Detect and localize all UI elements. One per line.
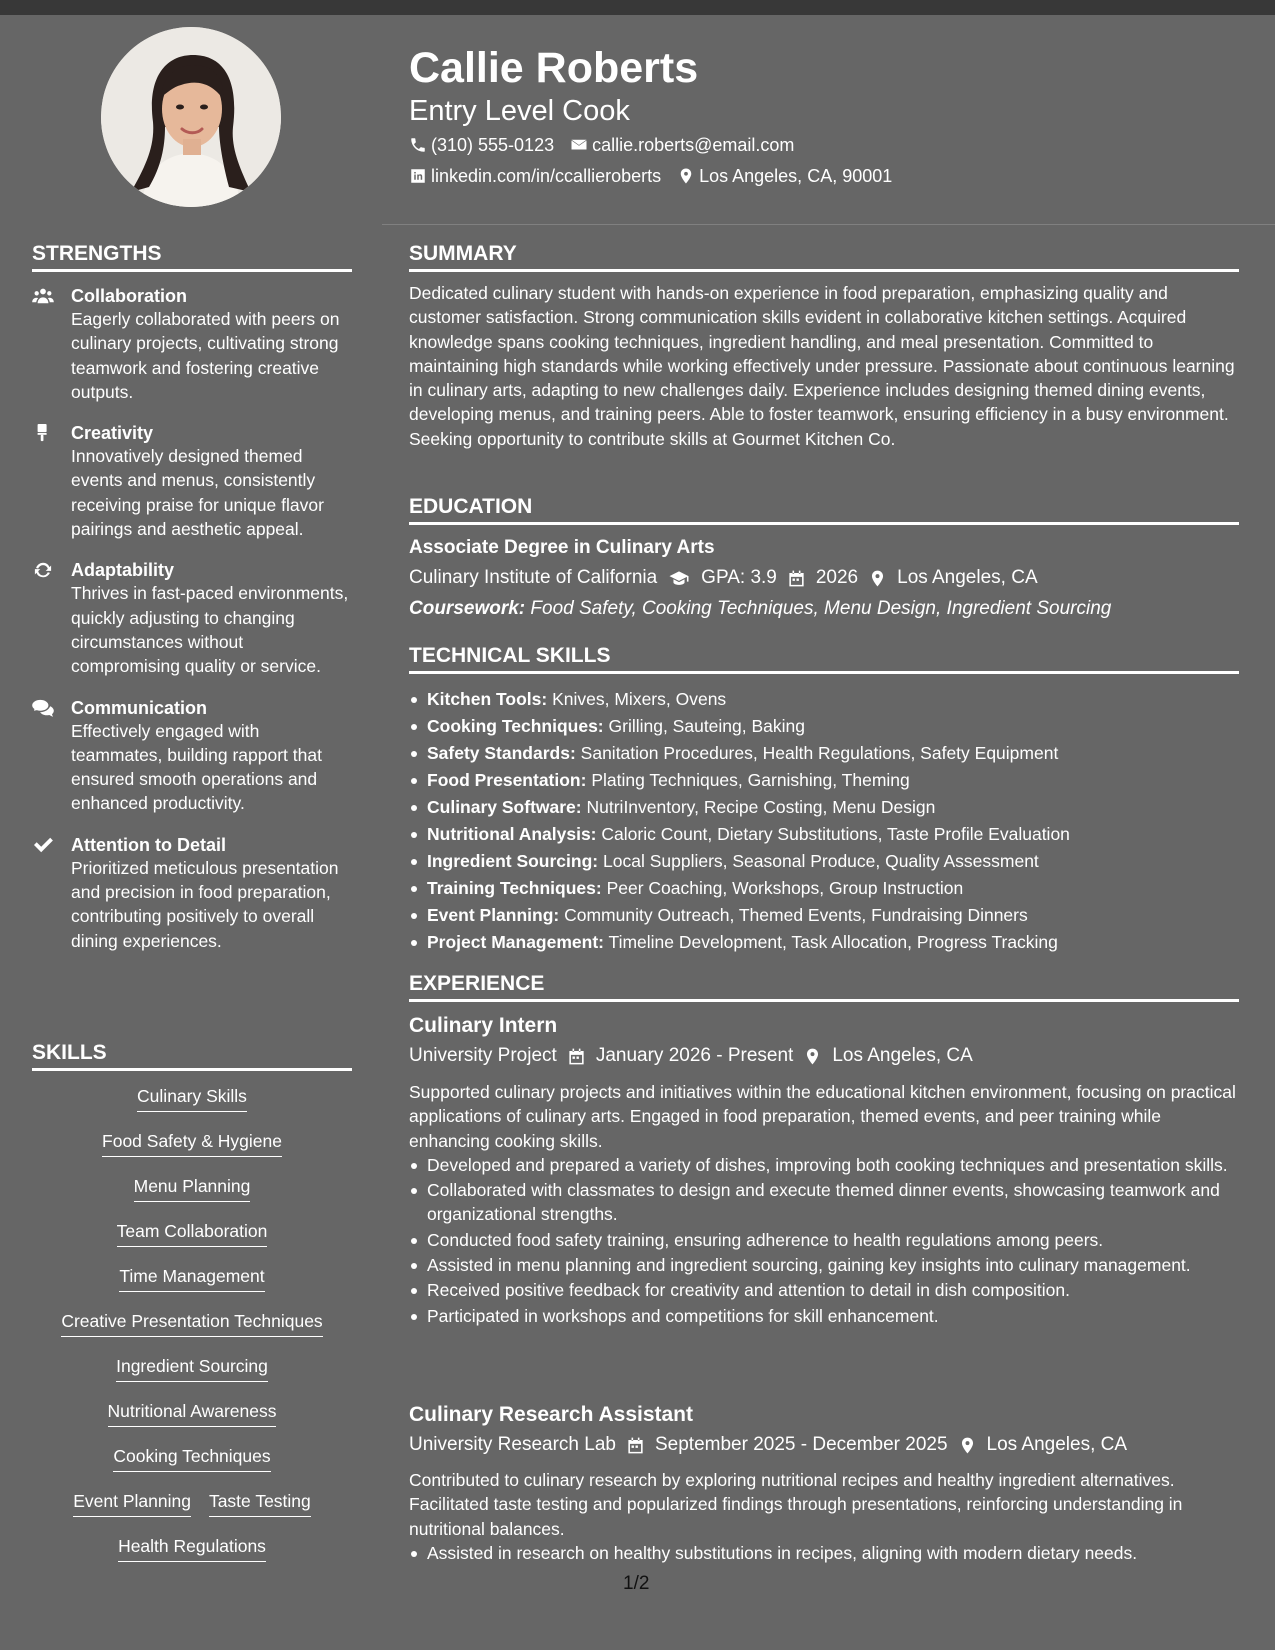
technical-skill-label: Kitchen Tools: — [427, 689, 548, 709]
users-icon — [32, 287, 56, 307]
map-marker-icon — [868, 569, 887, 588]
header-divider — [382, 224, 1275, 225]
phone-contact[interactable] — [409, 134, 554, 156]
skill-row — [32, 1175, 352, 1220]
linkedin-text: linkedin.com/in/ccallieroberts — [431, 166, 662, 186]
location-text: Los Angeles, CA, 90001 — [699, 166, 893, 186]
skill-row — [32, 1490, 352, 1535]
coursework-label: Coursework: — [409, 598, 526, 619]
technical-skill-value: NutriInventory, Recipe Costing, Menu Design — [586, 797, 936, 817]
refresh-icon — [32, 561, 56, 581]
skill-tag: Nutritional Awareness — [108, 1400, 277, 1427]
skill-tag: Event Planning — [73, 1490, 191, 1517]
skill-row — [32, 1355, 352, 1400]
gpa-text: GPA: 3.9 — [701, 567, 777, 588]
strengths-list — [32, 285, 352, 971]
job-bullet: Conducted food safety training, ensuring adherence to health regulations among peers. — [409, 1228, 1239, 1252]
candidate-role: Entry Level Cook — [409, 95, 630, 127]
technical-skill-value: Plating Techniques, Garnishing, Theming — [591, 770, 910, 790]
location-contact — [677, 165, 892, 187]
linkedin-icon — [409, 167, 427, 185]
degree-title: Associate Degree in Culinary Arts — [409, 537, 715, 558]
chat-bubbles-icon — [32, 699, 56, 719]
job-organization: University Project — [409, 1045, 557, 1066]
technical-skill-item — [409, 821, 1239, 848]
technical-skill-item — [409, 902, 1239, 929]
email-contact[interactable] — [570, 134, 794, 156]
strength-title: Collaboration — [71, 286, 187, 306]
paint-brush-icon — [32, 424, 56, 444]
technical-skill-item — [409, 794, 1239, 821]
technical-skills-list — [409, 686, 1239, 956]
skill-row — [32, 1130, 352, 1175]
linkedin-contact[interactable] — [409, 165, 661, 187]
strength-description: Eagerly collaborated with peers on culinary projects, cultivating strong teamwork and fostering creative outputs. — [71, 309, 340, 402]
calendar-icon — [567, 1047, 586, 1066]
job-bullet: Assisted in research on healthy substitutions in recipes, aligning with modern dietary needs. — [409, 1541, 1239, 1565]
strength-title: Communication — [71, 697, 208, 718]
top-bar — [0, 0, 1275, 15]
skills-heading: SKILLS — [32, 1040, 352, 1071]
job-bullet: Received positive feedback for creativity and attention to detail in dish composition. — [409, 1278, 1239, 1302]
skill-row — [32, 1310, 352, 1355]
technical-skill-item — [409, 929, 1239, 956]
job-dates: September 2025 - December 2025 — [654, 1434, 948, 1455]
strength-item — [32, 834, 352, 953]
technical-skill-value: Sanitation Procedures, Health Regulations, Safety Equipment — [580, 743, 1059, 763]
calendar-icon — [787, 569, 806, 588]
job-bullet: Assisted in menu planning and ingredient sourcing, gaining key insights into culinary management. — [409, 1253, 1239, 1277]
experience-heading: EXPERIENCE — [409, 971, 1239, 1002]
skills-list — [32, 1085, 352, 1580]
email-text: callie.roberts@email.com — [592, 135, 795, 155]
map-marker-icon — [677, 167, 695, 185]
job-location: Los Angeles, CA — [832, 1045, 973, 1066]
skill-tag: Cooking Techniques — [113, 1445, 270, 1472]
technical-skill-label: Event Planning: — [427, 905, 560, 925]
job-description-block — [409, 1080, 1239, 1329]
skill-tag: Culinary Skills — [137, 1085, 247, 1112]
technical-skill-item — [409, 713, 1239, 740]
summary-heading: SUMMARY — [409, 241, 1239, 272]
page-indicator: 1/2 — [623, 1573, 650, 1594]
job-bullet: Collaborated with classmates to design and execute themed dinner events, showcasing teamwork and organizational strengths. — [409, 1178, 1239, 1227]
education-location: Los Angeles, CA — [897, 567, 1038, 588]
strength-item — [32, 559, 352, 678]
job-bullet: Participated in workshops and competitions for skill enhancement. — [409, 1304, 1239, 1328]
strength-description: Thrives in fast-paced environments, quickly adjusting to changing circumstances without compromising quality or service. — [71, 583, 349, 677]
strength-description: Effectively engaged with teammates, building rapport that ensured smooth operations and enhanced productivity. — [71, 720, 322, 814]
phone-text: (310) 555-0123 — [431, 135, 555, 155]
job-bullet: Developed and prepared a variety of dishes, improving both cooking techniques and presentation skills. — [409, 1153, 1239, 1177]
skill-tag: Menu Planning — [134, 1175, 251, 1202]
skill-tag: Taste Testing — [209, 1490, 311, 1517]
strengths-heading: STRENGTHS — [32, 241, 352, 272]
skill-row — [32, 1220, 352, 1265]
skill-row — [32, 1265, 352, 1310]
person-avatar-icon — [101, 27, 281, 207]
technical-skill-item — [409, 848, 1239, 875]
technical-skill-label: Safety Standards: — [427, 743, 576, 763]
job-bullets — [409, 1541, 1239, 1565]
job-description: Contributed to culinary research by exploring nutritional recipes and healthy ingredient alternatives. Facilitated taste testing and popularized findings through presentations, reinforcing understanding in nutritional balances. — [409, 1470, 1183, 1539]
technical-skill-label: Nutritional Analysis: — [427, 824, 597, 844]
graduation-year: 2026 — [815, 567, 859, 588]
contact-row-2 — [409, 165, 892, 187]
technical-skills-heading: TECHNICAL SKILLS — [409, 643, 1239, 674]
job-bullets — [409, 1153, 1239, 1328]
strength-description: Innovatively designed themed events and menus, consistently receiving praise for unique flavor pairings and aesthetic appeal. — [71, 446, 324, 540]
coursework — [409, 597, 1111, 621]
skill-row — [32, 1085, 352, 1130]
technical-skill-item — [409, 686, 1239, 713]
technical-skill-label: Food Presentation: — [427, 770, 587, 790]
calendar-icon — [626, 1436, 645, 1455]
technical-skill-item — [409, 740, 1239, 767]
envelope-icon — [570, 136, 588, 154]
phone-icon — [409, 136, 427, 154]
map-marker-icon — [958, 1436, 977, 1455]
technical-skill-value: Knives, Mixers, Ovens — [552, 689, 727, 709]
technical-skill-item — [409, 875, 1239, 902]
technical-skill-value: Local Suppliers, Seasonal Produce, Quality Assessment — [603, 851, 1039, 871]
skill-tag: Team Collaboration — [117, 1220, 268, 1247]
job-description: Supported culinary projects and initiatives within the educational kitchen environment, focusing on practical applications of culinary arts. Engaged in food preparation, themed events, and peer training while enhancing cooking skills. — [409, 1082, 1236, 1151]
skill-tag: Health Regulations — [118, 1535, 266, 1562]
check-icon — [32, 836, 56, 856]
skill-tag: Time Management — [119, 1265, 264, 1292]
skill-row — [32, 1445, 352, 1490]
skill-tag: Creative Presentation Techniques — [61, 1310, 322, 1337]
profile-photo — [101, 27, 281, 207]
strength-item — [32, 422, 352, 541]
technical-skill-value: Timeline Development, Task Allocation, Progress Tracking — [608, 932, 1058, 952]
technical-skill-label: Culinary Software: — [427, 797, 582, 817]
education-details — [409, 566, 1038, 590]
skill-tag: Ingredient Sourcing — [116, 1355, 268, 1382]
job-description-block — [409, 1468, 1239, 1566]
technical-skill-label: Cooking Techniques: — [427, 716, 604, 736]
technical-skill-value: Community Outreach, Themed Events, Fundraising Dinners — [564, 905, 1028, 925]
education-heading: EDUCATION — [409, 494, 1239, 525]
technical-skill-label: Training Techniques: — [427, 878, 602, 898]
job-dates: January 2026 - Present — [595, 1045, 794, 1066]
coursework-list: Food Safety, Cooking Techniques, Menu Design, Ingredient Sourcing — [530, 598, 1112, 619]
candidate-name: Callie Roberts — [409, 44, 699, 92]
strength-title: Adaptability — [71, 560, 175, 581]
technical-skill-label: Ingredient Sourcing: — [427, 851, 599, 871]
job-meta — [409, 1044, 973, 1068]
skill-tag: Food Safety & Hygiene — [102, 1130, 282, 1157]
job-organization: University Research Lab — [409, 1434, 616, 1455]
technical-skill-label: Project Management: — [427, 932, 604, 952]
technical-skill-value: Caloric Count, Dietary Substitutions, Taste Profile Evaluation — [601, 824, 1070, 844]
summary-text: Dedicated culinary student with hands-on experience in food preparation, emphasizing quality and customer satisfaction. Strong communication skills evident in collaborative kitchen settings. Acquired knowledge spans cooking techniques, ingredient handling, and meal presentation. Committed to maintaining high standards while working effectively under pressure. Passionate about continuous learning in culinary arts, adapting to new challenges daily. Experience includes designing themed dining events, developing menus, and training peers. Able to foster teamwork, ensuring efficiency in a busy environment. Seeking opportunity to contribute skills at Gourmet Kitchen Co. — [409, 283, 1235, 449]
strength-description: Prioritized meticulous presentation and precision in food preparation, contributing positively to overall dining experiences. — [71, 857, 339, 951]
technical-skill-value: Peer Coaching, Workshops, Group Instruction — [606, 878, 964, 898]
job-title: Culinary Intern — [409, 1014, 558, 1037]
job-meta — [409, 1433, 1127, 1457]
job-location: Los Angeles, CA — [986, 1434, 1128, 1455]
job-title: Culinary Research Assistant — [409, 1403, 694, 1426]
strength-title: Creativity — [71, 423, 154, 444]
technical-skill-value: Grilling, Sauteing, Baking — [608, 716, 805, 736]
contact-row-1 — [409, 134, 794, 156]
technical-skill-item — [409, 767, 1239, 794]
strength-title: Attention to Detail — [71, 834, 226, 855]
skill-row — [32, 1400, 352, 1445]
strength-item — [32, 285, 352, 404]
strength-item — [32, 697, 352, 816]
skill-row — [32, 1535, 352, 1580]
map-marker-icon — [803, 1047, 822, 1066]
school-name: Culinary Institute of California — [409, 567, 658, 588]
graduation-cap-icon — [667, 569, 691, 588]
